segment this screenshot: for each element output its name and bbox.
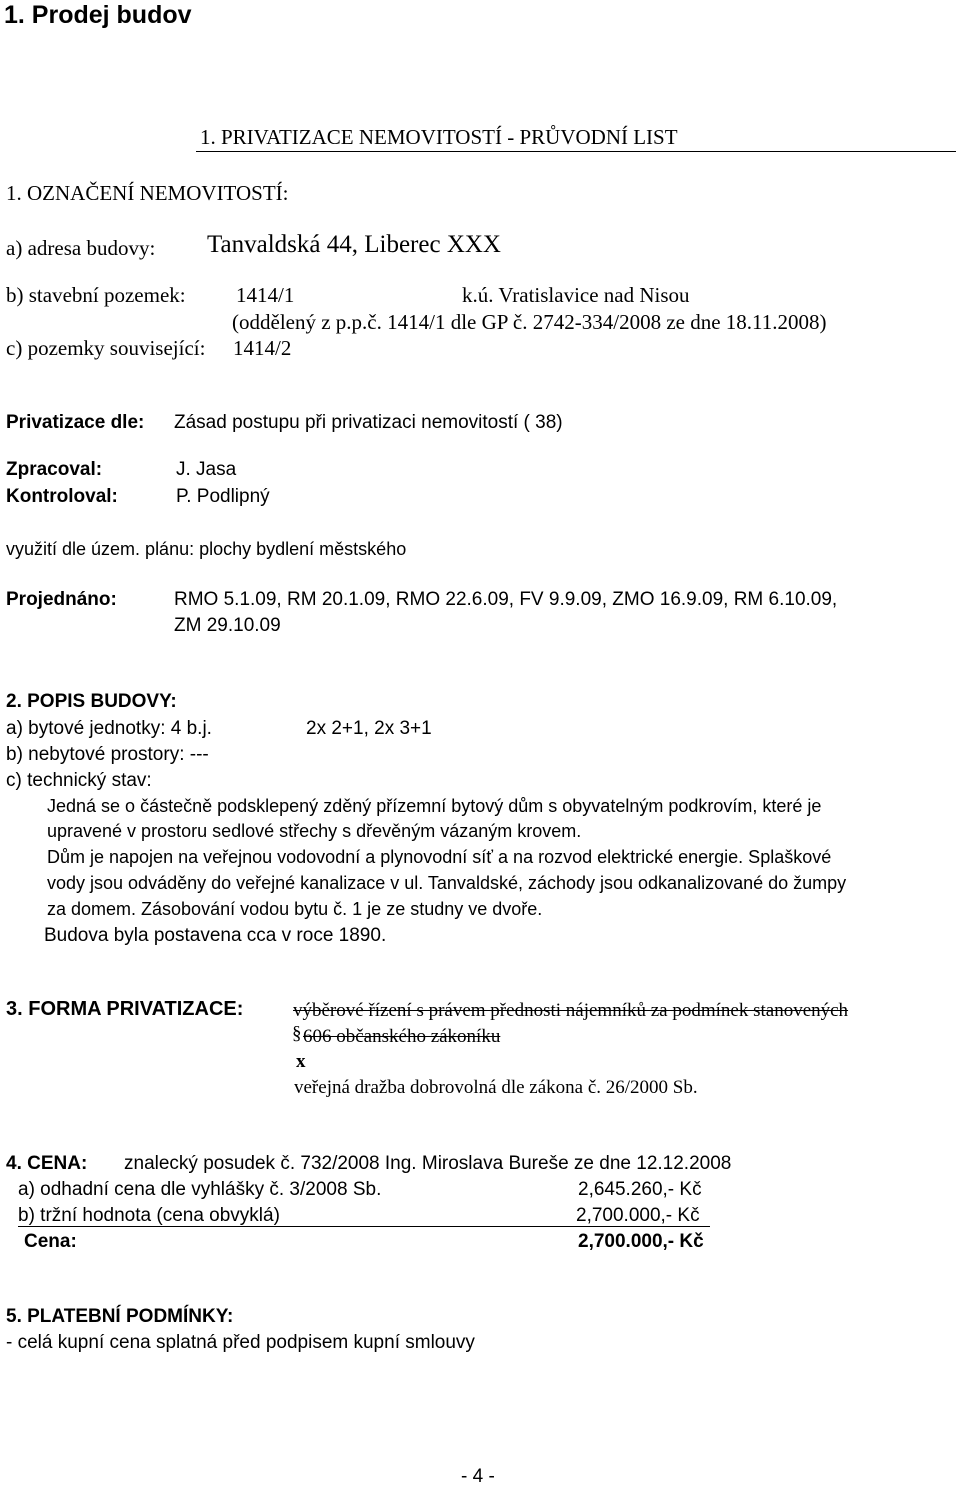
description-line: Dům je napojen na veřejnou vodovodní a plynovodní síť a na rozvod elektrické energie. Splaškové [47,847,832,867]
pozemek-value: 1414/1 [236,283,295,307]
pozemek-label: b) stavební pozemek: [6,283,186,307]
kontroloval-value: P. Podlipný [176,486,270,507]
bytove-jednotky-value: 2x 2+1, 2x 3+1 [306,718,432,739]
section-5-heading: 5. PLATEBNÍ PODMÍNKY: [6,1306,234,1327]
address-value: Tanvaldská 44, Liberec XXX [207,231,501,258]
struck-option-line-2: 606 občanského zákoníku [303,1026,501,1047]
bytove-jednotky-label: a) bytové jednotky: 4 b.j. [6,718,212,739]
kontroloval-label: Kontroloval: [6,486,118,507]
document-title: 1. PRIVATIZACE NEMOVITOSTÍ - PRŮVODNÍ LIST [200,125,678,149]
platebni-podminky-text: - celá kupní cena splatná před podpisem kupní smlouvy [6,1332,475,1353]
zpracoval-value: J. Jasa [176,459,237,480]
privatizace-value: Zásad postupu při privatizaci nemovitostí ( 38) [174,412,563,433]
nebytove-prostory: b) nebytové prostory: --- [6,744,209,765]
selected-option: veřejná dražba dobrovolná dle zákona č. 26/2000 Sb. [294,1077,698,1098]
cena-label: Cena: [24,1231,77,1252]
description-line: upravené v prostoru sedlové střechy s dřevěným vázaným krovem. [47,821,582,841]
technicky-stav-label: c) technický stav: [6,770,152,791]
souvisejici-value: 1414/2 [233,336,292,360]
trzni-hodnota-value: 2,700.000,- Kč [576,1205,700,1226]
description-line: Jedná se o částečně podsklepený zděný přízemní bytový dům s obyvatelným podkrovím, které je [47,796,822,816]
page-header-title: 1. Prodej budov [4,1,192,29]
section-2-heading: 2. POPIS BUDOVY: [6,691,177,712]
selection-mark: x [296,1051,306,1072]
paragraph-icon: § [292,1023,302,1044]
zpracoval-label: Zpracoval: [6,459,103,480]
struck-option-line-1: výběrové řízení s právem přednosti nájemníků za podmínek stanovených [293,1000,849,1021]
section-3-heading: 3. FORMA PRIVATIZACE: [6,998,244,1020]
odhadni-cena-value: 2,645.260,- Kč [578,1179,702,1200]
trzni-hodnota-underline [18,1226,710,1227]
address-label: a) adresa budovy: [6,236,156,260]
cena-value: 2,700.000,- Kč [578,1231,704,1252]
projednano-line-1: RMO 5.1.09, RM 20.1.09, RMO 22.6.09, FV 9.9.09, ZMO 16.9.09, RM 6.10.09, [174,589,838,610]
page-number: - 4 - [461,1466,495,1487]
description-line: vody jsou odváděny do veřejné kanalizace v ul. Tanvaldské, záchody jsou odkanalizované do žumpy [47,873,847,893]
section-4-heading: 4. CENA: [6,1153,88,1174]
description-line: za domem. Zásobování vodou bytu č. 1 je ze studny ve dvoře. [47,899,543,919]
souvisejici-label: c) pozemky související: [6,336,206,360]
description-line: Budova byla postavena cca v roce 1890. [44,925,387,946]
vyuziti-line: využití dle územ. plánu: plochy bydlení městského [6,539,407,559]
header-rule [196,151,956,152]
projednano-label: Projednáno: [6,589,117,610]
trzni-hodnota-label: b) tržní hodnota (cena obvyklá) [18,1205,280,1226]
privatizace-label: Privatizace dle: [6,412,145,433]
projednano-line-2: ZM 29.10.09 [174,615,281,636]
oddeleny-note: (oddělený z p.p.č. 1414/1 dle GP č. 2742-334/2008 ze dne 18.11.2008) [232,310,827,334]
katastralni-uzemi: k.ú. Vratislavice nad Nisou [462,283,690,307]
section-1-heading: 1. OZNAČENÍ NEMOVITOSTÍ: [6,181,289,205]
odhadni-cena-label: a) odhadní cena dle vyhlášky č. 3/2008 Sb. [18,1179,382,1200]
znalecky-posudek: znalecký posudek č. 732/2008 Ing. Miroslava Bureše ze dne 12.12.2008 [124,1153,732,1174]
